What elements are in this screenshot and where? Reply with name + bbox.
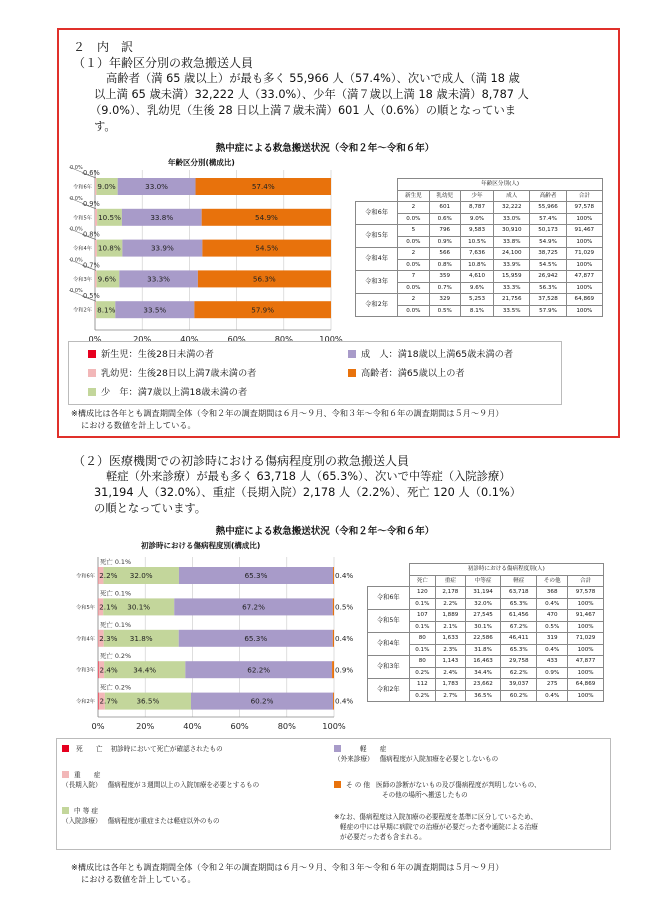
bar-value-label: 33.3% — [147, 274, 171, 284]
table-count-cell: 30,910 — [494, 225, 530, 237]
table-percent-cell: 0.1% — [409, 644, 435, 656]
callout-label: 0.7% — [83, 261, 100, 270]
callout-label: 0.0% — [70, 165, 83, 171]
callout-label: 死亡 0.2% — [100, 683, 132, 692]
legend-elderly: 高齢者：満65歳以上の者 — [348, 365, 465, 379]
bar-segment-その他 — [333, 693, 334, 710]
infant-swatch — [88, 369, 96, 377]
bar-value-label: 57.9% — [251, 305, 275, 315]
death-swatch — [62, 745, 69, 752]
bar-value-label: 57.4% — [251, 182, 275, 192]
table-percent-cell: 0.9% — [429, 236, 460, 248]
bar-value-label: 8.1% — [97, 305, 116, 315]
bar-value-label: 0.4% — [335, 633, 354, 643]
table-column-header: 新生児 — [398, 190, 429, 202]
table-count-cell: 8,787 — [460, 202, 493, 214]
table-percent-cell: 100% — [568, 644, 604, 656]
table-count-cell: 2 — [398, 294, 429, 306]
table-count-cell: 38,725 — [530, 248, 566, 260]
moderate-swatch — [62, 807, 69, 814]
x-tick-label: 20% — [136, 721, 155, 731]
table-year-cell: 令和2年 — [368, 679, 410, 702]
bar-segment-その他 — [333, 630, 334, 647]
table-count-cell: 39,037 — [501, 679, 537, 691]
bar-value-label: 2.1% — [99, 602, 118, 612]
sub2-heading: （２）医療機関での初診時における傷病程度別の救急搬送人員 — [73, 454, 410, 468]
bar-value-label: 36.5% — [136, 696, 160, 706]
table-count-cell: 601 — [429, 202, 460, 214]
x-tick-label: 20% — [133, 334, 152, 344]
table-percent-cell: 33.3% — [494, 282, 530, 294]
chart2-plot — [62, 551, 354, 737]
table-column-header: 合計 — [566, 190, 602, 202]
table-count-cell: 46,411 — [501, 633, 537, 645]
adult-swatch — [348, 350, 356, 358]
callout-label: 死亡 0.1% — [100, 589, 132, 598]
table-count-cell: 275 — [537, 679, 568, 691]
table-year-cell: 令和3年 — [368, 656, 410, 679]
bar-segment-乳幼児 — [95, 270, 97, 287]
table-percent-cell: 0.7% — [429, 282, 460, 294]
category-label: 令和2年 — [76, 699, 95, 706]
bar-segment-乳幼児 — [95, 178, 96, 195]
table-count-cell: 37,528 — [530, 294, 566, 306]
callout-label: 死亡 0.1% — [100, 558, 132, 566]
table-count-cell: 9,583 — [460, 225, 493, 237]
table-percent-cell: 0.0% — [398, 213, 429, 225]
table-percent-cell: 54.5% — [530, 259, 566, 271]
bar-value-label: 60.2% — [250, 696, 274, 706]
table-percent-cell: 0.4% — [537, 598, 568, 610]
bar-value-label: 10.5% — [98, 212, 121, 222]
table-count-cell: 359 — [429, 271, 460, 283]
x-tick-label: 40% — [180, 334, 199, 344]
bar-value-label: 65.3% — [244, 633, 268, 643]
table-count-cell: 2 — [398, 248, 429, 260]
table-year-cell: 令和3年 — [356, 271, 398, 294]
table-percent-cell: 33.5% — [494, 305, 530, 317]
bar-value-label: 0.4% — [335, 571, 354, 581]
table-percent-cell: 62.2% — [501, 667, 537, 679]
table-count-cell: 47,877 — [568, 656, 604, 668]
callout-label: 死亡 0.2% — [100, 652, 132, 661]
bar-value-label: 9.6% — [97, 274, 116, 284]
mild-swatch — [334, 745, 341, 752]
table-percent-cell: 54.9% — [530, 236, 566, 248]
callout-label: 0.8% — [83, 230, 100, 239]
x-tick-label: 60% — [230, 721, 249, 731]
table-year-cell: 令和4年 — [356, 248, 398, 271]
legend-mild: 軽 症 （外来診療） 傷病程度が入院加療を必要としないもの — [334, 745, 499, 763]
table-row — [368, 656, 604, 668]
chart1-note-2: における数値を計上している。 — [81, 420, 196, 430]
table-count-cell: 319 — [537, 633, 568, 645]
chart2-note-1: ※構成比は各年とも調査期間全体（令和２年の調査期間は６月～９月、令和３年～令和６年の調査期間は５月～９月） — [71, 862, 504, 872]
table-count-cell: 21,756 — [494, 294, 530, 306]
bar-value-label: 56.3% — [252, 274, 276, 284]
table-count-cell: 80 — [409, 633, 435, 645]
bar-value-label: 32.0% — [129, 571, 153, 581]
legend-moderate: 中 等 症 （入院診療） 傷病程度が重症または軽症以外のもの — [62, 807, 220, 825]
severe-swatch — [62, 771, 69, 778]
table-count-cell: 5 — [398, 225, 429, 237]
sub1-line-2: 以上満 65 歳未満）32,222 人（33.0%）、少年（満７歳以上満 18 歳未満）8,787 人 — [94, 88, 529, 101]
table-percent-cell: 0.9% — [537, 667, 568, 679]
table-count-cell: 4,610 — [460, 271, 493, 283]
table-percent-cell: 100% — [566, 259, 602, 271]
table-count-cell: 71,029 — [568, 633, 604, 645]
table-percent-cell: 0.2% — [409, 667, 435, 679]
category-label: 令和4年 — [76, 636, 95, 643]
table-percent-cell: 2.2% — [436, 598, 466, 610]
table-year-cell: 令和6年 — [368, 587, 410, 610]
legend-severe: 重 症 （長期入院） 傷病程度が３週間以上の入院加療を必要とするもの — [62, 771, 260, 789]
table-count-cell: 1,783 — [436, 679, 466, 691]
table-corner — [368, 564, 410, 587]
table-column-header: 軽症 — [501, 575, 537, 587]
bar-value-label: 67.2% — [242, 602, 265, 612]
table-percent-cell: 33.9% — [494, 259, 530, 271]
table-row — [356, 202, 603, 214]
table-percent-cell: 60.2% — [501, 690, 537, 702]
table-count-cell: 7,636 — [460, 248, 493, 260]
elderly-swatch — [348, 369, 356, 377]
table-count-cell: 7 — [398, 271, 429, 283]
table-column-header: 乳幼児 — [429, 190, 460, 202]
table-group-header: 初診時における傷病程度別(人) — [409, 564, 603, 576]
table-count-cell: 80 — [409, 656, 435, 668]
bar-value-label: 54.5% — [255, 243, 279, 253]
table-count-cell: 1,633 — [436, 633, 466, 645]
table-percent-cell: 0.5% — [429, 305, 460, 317]
table-corner — [356, 179, 398, 202]
table-percent-cell: 9.6% — [460, 282, 493, 294]
table-count-cell: 5,253 — [460, 294, 493, 306]
table-count-cell: 97,578 — [566, 202, 602, 214]
table-count-cell: 61,456 — [501, 610, 537, 622]
bar-segment-乳幼児 — [95, 209, 97, 226]
callout-label: 死亡 0.1% — [100, 620, 132, 629]
legend-adult: 成 人：満18歳以上満65歳未満の者 — [348, 346, 513, 360]
legend-other: そ の 他 医師の診断がないもの及び傷病程度が判明しないもの、 その他の場所へ搬送したもの — [334, 780, 541, 800]
table-percent-cell: 0.4% — [537, 690, 568, 702]
chart1-title: 熱中症による救急搬送状況（令和２年～令和６年） — [215, 143, 435, 154]
table-count-cell: 97,578 — [568, 587, 604, 599]
table-percent-cell: 2.7% — [436, 690, 466, 702]
callout-label: 0.0% — [70, 257, 83, 264]
table-group-header: 年齢区分別(人) — [398, 179, 603, 191]
x-tick-label: 80% — [277, 721, 296, 731]
x-tick-label: 40% — [183, 721, 202, 731]
table-count-cell: 47,877 — [566, 271, 602, 283]
table-percent-cell: 0.2% — [409, 690, 435, 702]
table-percent-cell: 100% — [566, 305, 602, 317]
table-count-cell: 27,545 — [465, 610, 501, 622]
table-percent-cell: 0.0% — [398, 282, 429, 294]
table-percent-cell: 2.3% — [436, 644, 466, 656]
sub2-line-2: 31,194 人（32.0%）、重症（長期入院）2,178 人（2.2%）、死亡 120 人（0.1%） — [94, 486, 522, 499]
table-percent-cell: 10.8% — [460, 259, 493, 271]
table-count-cell: 31,194 — [465, 587, 501, 599]
table-count-cell: 2,178 — [436, 587, 466, 599]
bar-value-label: 0.5% — [335, 602, 354, 612]
table-percent-cell: 100% — [568, 598, 604, 610]
bar-value-label: 34.4% — [133, 665, 157, 675]
table-column-header: 合計 — [568, 575, 604, 587]
category-label: 令和3年 — [76, 667, 95, 674]
table-count-cell: 433 — [537, 656, 568, 668]
callout-label: 0.9% — [83, 199, 100, 208]
callout-label: 0.5% — [83, 292, 100, 301]
table-percent-cell: 57.9% — [530, 305, 566, 317]
table-percent-cell: 0.8% — [429, 259, 460, 271]
table-row — [368, 679, 604, 691]
category-label: 令和2年 — [73, 307, 92, 314]
bar-value-label: 54.9% — [255, 212, 278, 222]
table-percent-cell: 36.5% — [465, 690, 501, 702]
table-count-cell: 566 — [429, 248, 460, 260]
bar-value-label: 2.7% — [99, 696, 118, 706]
table-percent-cell: 100% — [568, 621, 604, 633]
table-percent-cell: 67.2% — [501, 621, 537, 633]
table-count-cell: 112 — [409, 679, 435, 691]
callout-label: 0.0% — [70, 195, 83, 202]
chart1-subtitle: 年齢区分別(構成比) — [168, 158, 235, 167]
chart1-plot — [62, 164, 347, 350]
bar-segment-乳幼児 — [95, 240, 97, 257]
table-count-cell: 23,662 — [465, 679, 501, 691]
bar-value-label: 2.4% — [99, 665, 118, 675]
table-percent-cell: 57.4% — [530, 213, 566, 225]
table-percent-cell: 100% — [566, 213, 602, 225]
table-count-cell: 470 — [537, 610, 568, 622]
legend-youth: 少 年：満7歳以上満18歳未満の者 — [88, 384, 247, 398]
category-label: 令和5年 — [73, 215, 92, 222]
table-year-cell: 令和5年 — [356, 225, 398, 248]
newborn-swatch — [88, 350, 96, 358]
table-year-cell: 令和5年 — [368, 610, 410, 633]
table-percent-cell: 32.0% — [465, 598, 501, 610]
legend-infant: 乳幼児：生後28日以上満7歳未満の者 — [88, 365, 256, 379]
table-percent-cell: 10.5% — [460, 236, 493, 248]
table-count-cell: 91,467 — [566, 225, 602, 237]
chart2-data-table — [367, 563, 604, 702]
table-percent-cell: 9.0% — [460, 213, 493, 225]
table-column-header: 死亡 — [409, 575, 435, 587]
bar-value-label: 10.8% — [97, 243, 121, 253]
table-percent-cell: 0.1% — [409, 621, 435, 633]
x-tick-label: 100% — [319, 334, 343, 344]
table-year-cell: 令和2年 — [356, 294, 398, 317]
x-tick-label: 0% — [91, 721, 105, 731]
section-heading: ２ 内 訳 — [73, 40, 134, 54]
sub1-heading: （１）年齢区分別の救急搬送人員 — [73, 56, 254, 70]
category-label: 令和3年 — [73, 276, 92, 283]
table-percent-cell: 100% — [566, 282, 602, 294]
table-count-cell: 107 — [409, 610, 435, 622]
bar-segment-その他 — [333, 598, 334, 615]
table-percent-cell: 56.3% — [530, 282, 566, 294]
table-column-header: 重症 — [436, 575, 466, 587]
category-label: 令和6年 — [76, 573, 95, 580]
bar-segment-その他 — [333, 567, 334, 584]
legend-newborn: 新生児：生後28日未満の者 — [88, 346, 214, 360]
table-column-header: その他 — [537, 575, 568, 587]
table-count-cell: 32,222 — [494, 202, 530, 214]
table-column-header: 少年 — [460, 190, 493, 202]
table-count-cell: 91,467 — [568, 610, 604, 622]
chart1-note-1: ※構成比は各年とも調査期間全体（令和２年の調査期間は６月～９月、令和３年～令和６年の調査期間は５月～９月） — [71, 408, 504, 418]
bar-value-label: 0.9% — [335, 665, 354, 675]
callout-label: 0.6% — [83, 169, 100, 177]
table-count-cell: 64,869 — [566, 294, 602, 306]
chart2-title: 熱中症による救急搬送状況（令和２年～令和６年） — [215, 526, 435, 537]
bar-value-label: 62.2% — [247, 665, 271, 675]
x-tick-label: 100% — [322, 721, 346, 731]
table-row — [368, 633, 604, 645]
youth-swatch — [88, 388, 96, 396]
legend-death: 死 亡 初診時において死亡が確認されたもの — [62, 744, 223, 754]
table-percent-cell: 33.0% — [494, 213, 530, 225]
table-percent-cell: 2.1% — [436, 621, 466, 633]
table-year-cell: 令和4年 — [368, 633, 410, 656]
chart1-data-table — [355, 178, 603, 317]
table-row — [356, 248, 603, 260]
sub1-line-1: 高齢者（満 65 歳以上）が最も多く 55,966 人（57.4%）、次いで成人（満 18 歳 — [106, 72, 520, 85]
table-percent-cell: 100% — [568, 667, 604, 679]
table-count-cell: 24,100 — [494, 248, 530, 260]
bar-value-label: 33.0% — [145, 182, 169, 192]
bar-segment-その他 — [332, 661, 334, 678]
callout-label: 0.0% — [70, 288, 83, 295]
table-percent-cell: 0.5% — [537, 621, 568, 633]
table-count-cell: 26,942 — [530, 271, 566, 283]
table-year-cell: 令和6年 — [356, 202, 398, 225]
sub1-line-4: す。 — [94, 120, 116, 133]
table-column-header: 高齢者 — [530, 190, 566, 202]
table-percent-cell: 0.4% — [537, 644, 568, 656]
table-count-cell: 1,143 — [436, 656, 466, 668]
table-percent-cell: 0.6% — [429, 213, 460, 225]
table-count-cell: 120 — [409, 587, 435, 599]
category-label: 令和4年 — [73, 246, 92, 253]
bar-value-label: 30.1% — [127, 602, 151, 612]
category-label: 令和6年 — [73, 184, 92, 191]
table-count-cell: 1,889 — [436, 610, 466, 622]
table-column-header: 中等症 — [465, 575, 501, 587]
table-percent-cell: 2.4% — [436, 667, 466, 679]
x-tick-label: 0% — [88, 334, 102, 344]
table-count-cell: 63,718 — [501, 587, 537, 599]
sub1-line-3: （9.0%）、乳幼児（生後 28 日以上満７歳未満）601 人（0.6%）の順となっていま — [90, 104, 517, 117]
bar-value-label: 33.8% — [150, 212, 174, 222]
bar-value-label: 33.9% — [150, 243, 174, 253]
table-row — [368, 587, 604, 599]
legend-remark: ※なお、傷病程度は入院加療の必要程度を基準に区分しているため、 軽症の中には早期に病院での治療が必要だった者や通院による治療 が必要だった者も含まれる。 — [334, 813, 538, 841]
x-tick-label: 60% — [227, 334, 246, 344]
chart2-subtitle: 初診時における傷病程度別(構成比) — [141, 541, 261, 550]
table-count-cell: 55,966 — [530, 202, 566, 214]
table-percent-cell: 65.3% — [501, 644, 537, 656]
bar-value-label: 9.0% — [97, 182, 116, 192]
table-row — [356, 294, 603, 306]
chart2-note-2: における数値を計上している。 — [81, 874, 196, 884]
table-count-cell: 16,463 — [465, 656, 501, 668]
table-count-cell: 29,758 — [501, 656, 537, 668]
table-percent-cell: 100% — [566, 236, 602, 248]
bar-value-label: 65.3% — [244, 571, 268, 581]
table-percent-cell: 0.1% — [409, 598, 435, 610]
table-count-cell: 329 — [429, 294, 460, 306]
bar-value-label: 2.2% — [99, 571, 118, 581]
table-percent-cell: 65.3% — [501, 598, 537, 610]
bar-value-label: 31.8% — [129, 633, 153, 643]
table-count-cell: 22,586 — [465, 633, 501, 645]
table-row — [368, 610, 604, 622]
table-count-cell: 64,869 — [568, 679, 604, 691]
table-count-cell: 15,959 — [494, 271, 530, 283]
bar-value-label: 0.4% — [335, 696, 354, 706]
table-percent-cell: 8.1% — [460, 305, 493, 317]
x-tick-label: 80% — [274, 334, 293, 344]
callout-label: 0.0% — [70, 226, 83, 233]
table-percent-cell: 34.4% — [465, 667, 501, 679]
bar-segment-乳幼児 — [95, 301, 96, 318]
table-percent-cell: 30.1% — [465, 621, 501, 633]
table-percent-cell: 0.0% — [398, 305, 429, 317]
table-percent-cell: 0.0% — [398, 236, 429, 248]
table-count-cell: 2 — [398, 202, 429, 214]
other-swatch — [334, 781, 341, 788]
table-count-cell: 368 — [537, 587, 568, 599]
table-row — [356, 271, 603, 283]
table-percent-cell: 0.0% — [398, 259, 429, 271]
table-count-cell: 796 — [429, 225, 460, 237]
table-count-cell: 71,029 — [566, 248, 602, 260]
table-percent-cell: 33.8% — [494, 236, 530, 248]
table-row — [356, 225, 603, 237]
category-label: 令和5年 — [76, 604, 95, 611]
sub2-line-3: の順となっています。 — [94, 502, 207, 515]
table-count-cell: 50,173 — [530, 225, 566, 237]
bar-value-label: 2.3% — [99, 633, 118, 643]
bar-value-label: 33.5% — [143, 305, 167, 315]
sub2-line-1: 軽症（外来診療）が最も多く 63,718 人（65.3%）、次いで中等症（入院診療） — [106, 470, 511, 483]
table-column-header: 成人 — [494, 190, 530, 202]
table-percent-cell: 31.8% — [465, 644, 501, 656]
table-percent-cell: 100% — [568, 690, 604, 702]
